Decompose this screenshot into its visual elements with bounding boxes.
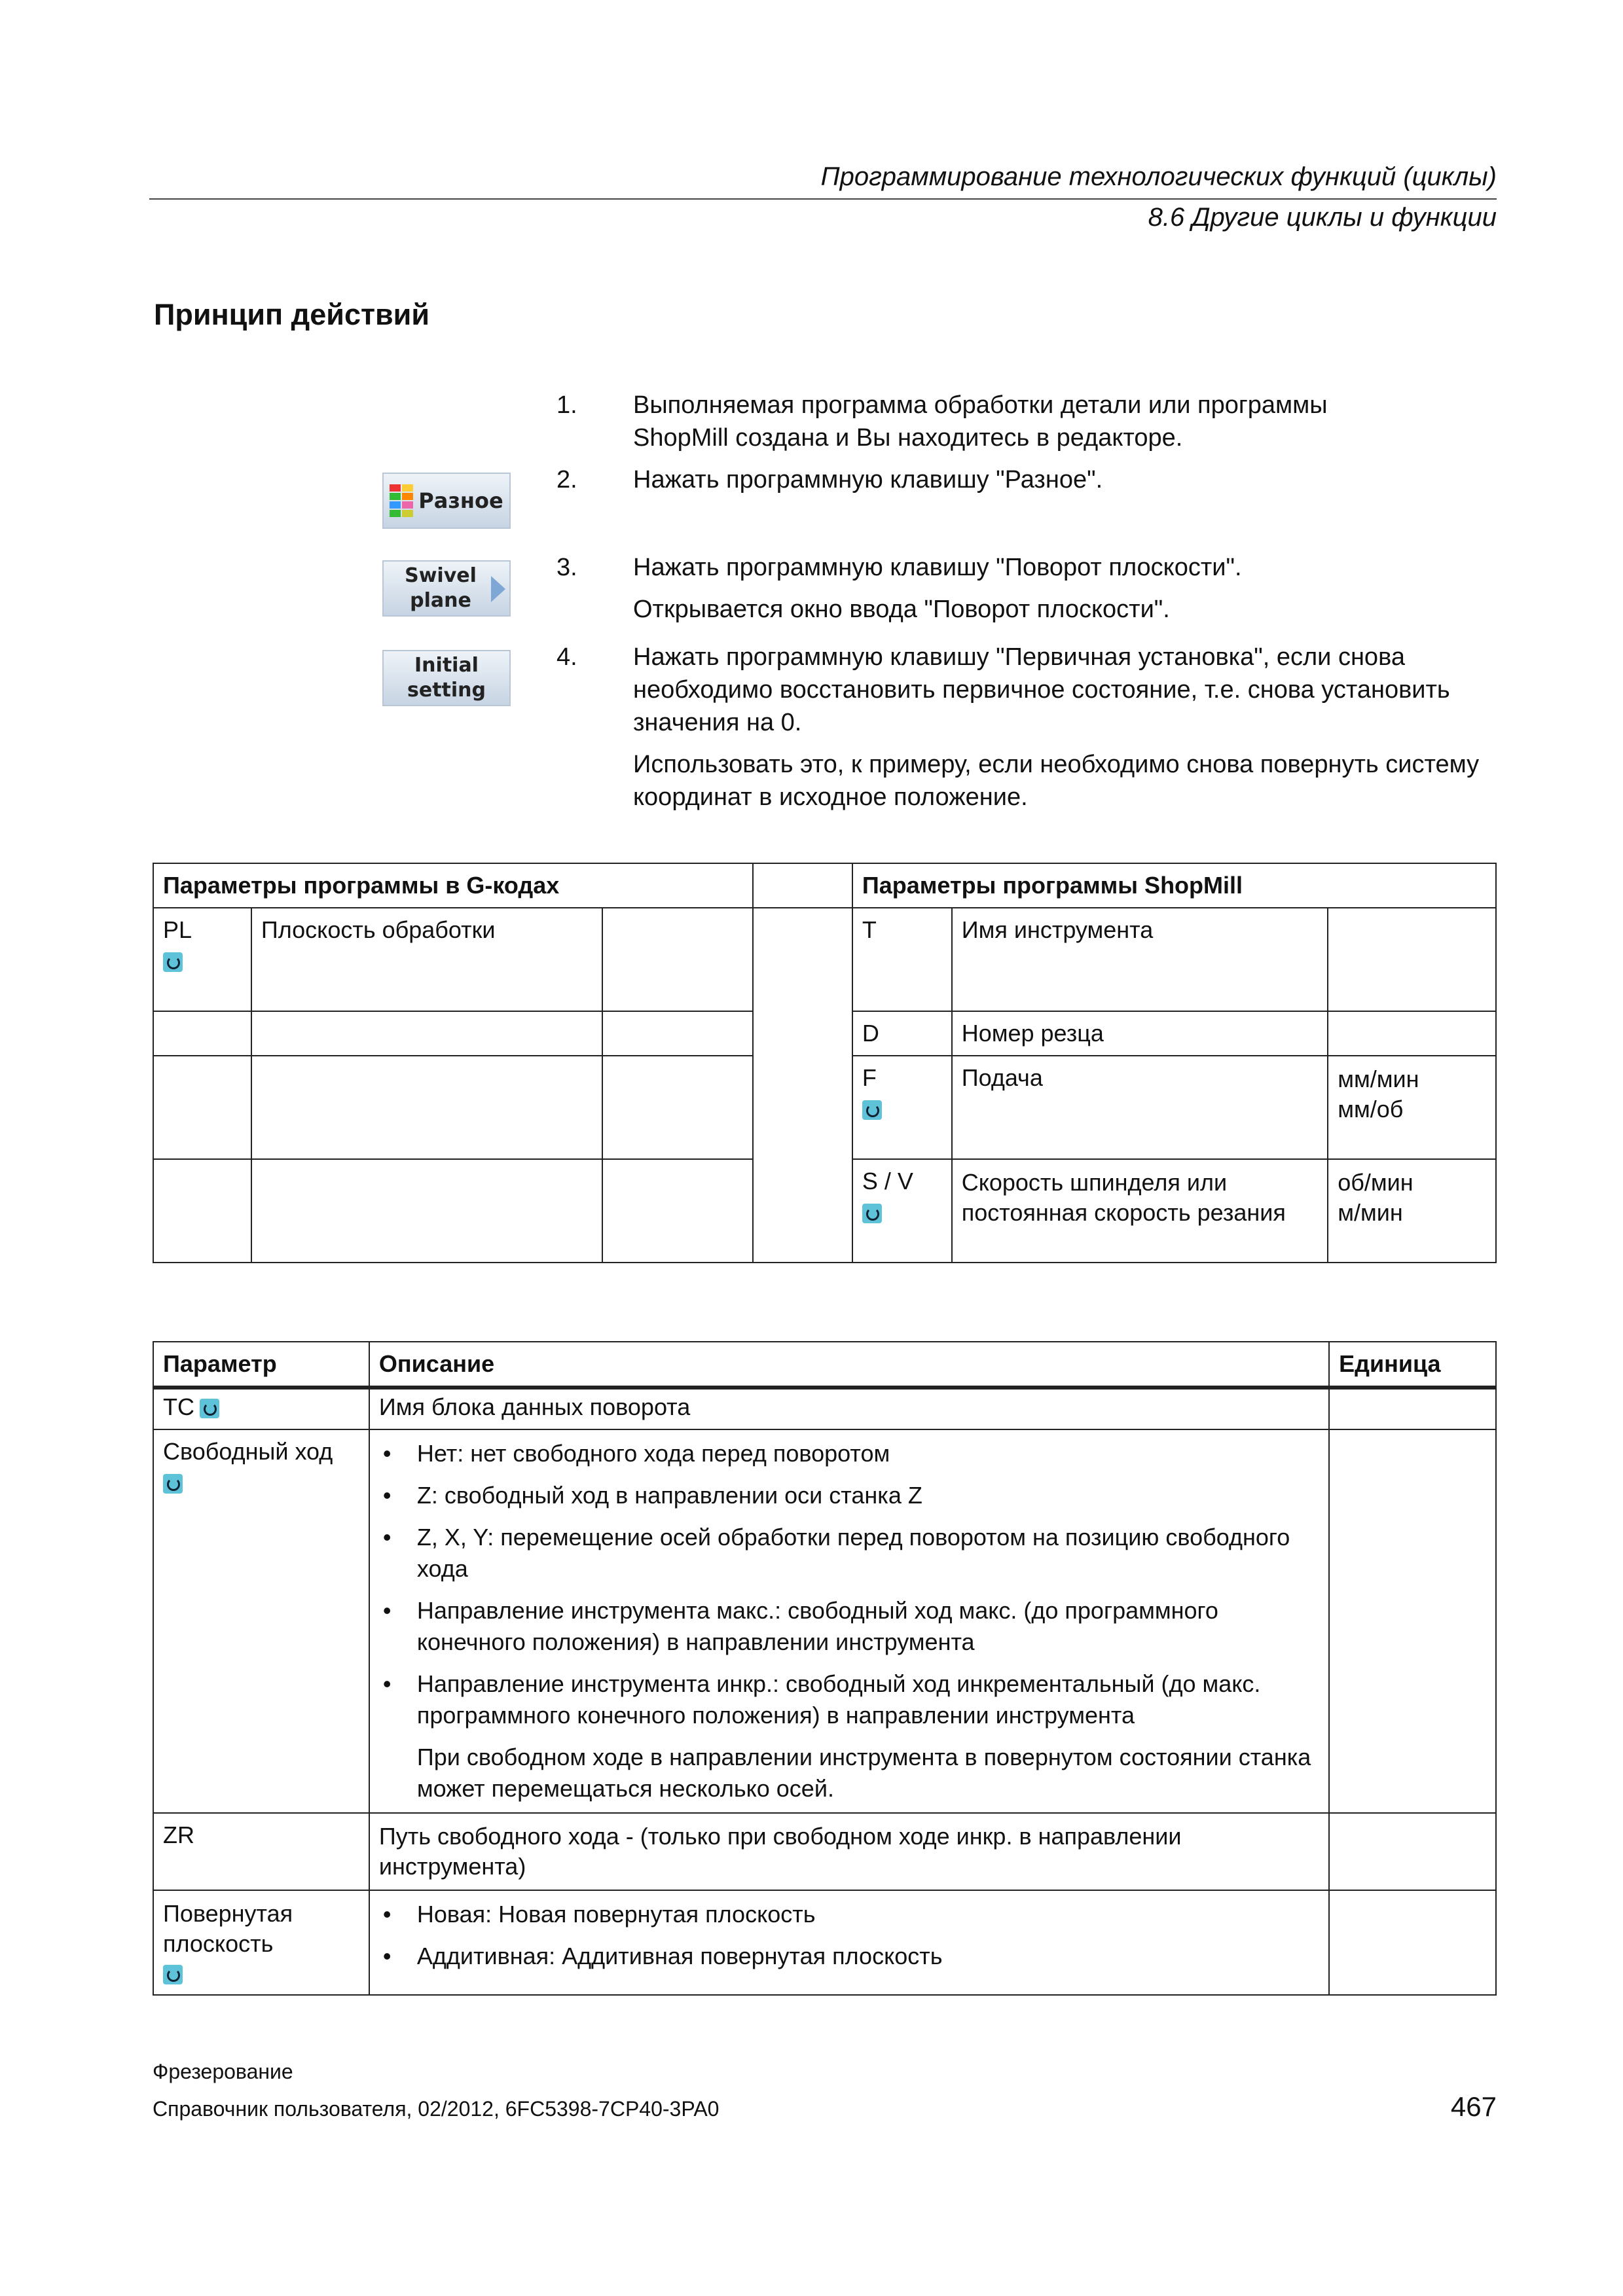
- section-title: 8.6 Другие циклы и функции: [1148, 203, 1497, 232]
- step-number: 3.: [556, 554, 577, 581]
- param-name-cell: T: [852, 908, 952, 1011]
- param-desc-cell: Имя инструмента: [952, 908, 1328, 1011]
- param-desc-cell: [369, 1890, 1329, 1995]
- empty-cell: [153, 1056, 251, 1159]
- param-desc-cell: Путь свободного хода - (только при свободном ходе инкр. в направлении инструмента): [369, 1813, 1329, 1890]
- empty-cell: [251, 1056, 602, 1159]
- param-unit-cell: [1328, 908, 1496, 1011]
- gcode-params-header: Параметры программы в G-кодах: [153, 863, 753, 908]
- col-header-parameter: Параметр: [153, 1342, 369, 1388]
- step-4: [556, 641, 1582, 814]
- toggle-icon[interactable]: [862, 1204, 882, 1223]
- param-desc-cell: Подача: [952, 1056, 1328, 1159]
- initial-line2: setting: [407, 679, 486, 702]
- list-item: • Направление инструмента инкр.: свободный ход инкрементальный (до макс. программного конечного положения) в направлении инструмента: [379, 1668, 1319, 1731]
- separator-cell: [753, 863, 852, 908]
- param-unit-cell: мм/мин мм/об: [1328, 1056, 1496, 1159]
- swivel-plane-softkey[interactable]: [382, 560, 511, 617]
- param-unit-cell: [1328, 1011, 1496, 1056]
- step-2: [556, 463, 1582, 496]
- param-desc-cell: Номер резца: [952, 1011, 1328, 1056]
- param-name-cell: TC: [153, 1388, 369, 1429]
- section-heading: Принцип действий: [154, 298, 429, 331]
- chapter-title: Программирование технологических функций (циклы): [820, 162, 1497, 191]
- plane-options-list: [379, 1899, 1319, 1972]
- parameter-description-table: [153, 1341, 1497, 1996]
- param-name-cell: S / V: [852, 1159, 952, 1263]
- col-header-description: Описание: [369, 1342, 1329, 1388]
- step-number: 4.: [556, 643, 577, 671]
- retract-note: При свободном ходе в направлении инструмента в повернутом состоянии станка может перемещаться несколько осей.: [416, 1744, 1311, 1802]
- step-number: 1.: [556, 391, 577, 419]
- empty-cell: [153, 1011, 251, 1056]
- empty-cell: [251, 1011, 602, 1056]
- param-desc-cell: Имя блока данных поворота: [369, 1388, 1329, 1429]
- param-name-cell: F: [852, 1056, 952, 1159]
- param-desc-cell: Плоскость обработки: [251, 908, 602, 1011]
- list-item: • Z, X, Y: перемещение осей обработки перед поворотом на позицию свободного хода: [379, 1522, 1319, 1585]
- misc-softkey-label: Разное: [418, 488, 503, 513]
- param-desc-cell: [369, 1429, 1329, 1813]
- param-name-cell: Свободный ход: [153, 1429, 369, 1813]
- param-unit-cell: [1329, 1388, 1496, 1429]
- swivel-line1: Swivel: [405, 564, 477, 587]
- retract-options-list: [379, 1438, 1319, 1731]
- toggle-icon[interactable]: [862, 1100, 882, 1120]
- step-1: [556, 389, 1582, 454]
- footer-manual: Справочник пользователя, 02/2012, 6FC5398-7CP40-3PA0: [153, 2097, 720, 2121]
- swivel-line2: plane: [410, 589, 471, 612]
- param-name-cell: PL: [153, 908, 251, 1011]
- empty-cell: [602, 1159, 753, 1263]
- empty-cell: [602, 1056, 753, 1159]
- footer-product: Фрезерование: [153, 2060, 293, 2083]
- step-text: Открывается окно ввода "Поворот плоскости".: [633, 596, 1170, 623]
- col-header-unit: Единица: [1329, 1342, 1496, 1388]
- page-number: 467: [1450, 2091, 1497, 2122]
- empty-cell: [602, 1011, 753, 1056]
- param-unit-cell: об/мин м/мин: [1328, 1159, 1496, 1263]
- param-name-cell: ZR: [153, 1813, 369, 1890]
- step-text: Нажать программную клавишу "Первичная установка", если снова необходимо восстановить первичное состояние, т.е. снова установить значения на 0.: [633, 643, 1450, 736]
- program-parameters-table: [153, 863, 1497, 1263]
- step-text: Использовать это, к примеру, если необходимо снова повернуть систему координат в исходное положение.: [633, 751, 1480, 811]
- param-unit-cell: [602, 908, 753, 1011]
- toggle-icon[interactable]: [163, 1965, 183, 1984]
- step-number: 2.: [556, 466, 577, 493]
- initial-setting-softkey[interactable]: [382, 650, 511, 706]
- param-name-cell: D: [852, 1011, 952, 1056]
- step-text: Выполняемая программа обработки детали или программы ShopMill создана и Вы находитесь в редакторе.: [633, 391, 1328, 452]
- header-rule: [149, 198, 1497, 200]
- param-desc-cell: Скорость шпинделя или постоянная скорость резания: [952, 1159, 1328, 1263]
- list-item: • Аддитивная: Аддитивная повернутая плоскость: [379, 1941, 1319, 1972]
- param-unit-cell: [1329, 1429, 1496, 1813]
- list-item: • Нет: нет свободного хода перед поворотом: [379, 1438, 1319, 1469]
- misc-softkey[interactable]: [382, 473, 511, 529]
- list-item: • Z: свободный ход в направлении оси станка Z: [379, 1480, 1319, 1511]
- list-item: • Новая: Новая повернутая плоскость: [379, 1899, 1319, 1930]
- empty-cell: [153, 1159, 251, 1263]
- param-name-cell: Повернутая плоскость: [153, 1890, 369, 1995]
- list-item: • Направление инструмента макс.: свободный ход макс. (до программного конечного положения) в направлении инструмента: [379, 1595, 1319, 1658]
- step-text: Нажать программную клавишу "Разное".: [633, 466, 1103, 493]
- toggle-icon[interactable]: [163, 952, 183, 972]
- toggle-icon[interactable]: [163, 1474, 183, 1494]
- empty-cell: [251, 1159, 602, 1263]
- chevron-right-icon: [491, 576, 505, 602]
- misc-grid-icon: [390, 484, 413, 517]
- shopmill-params-header: Параметры программы ShopMill: [852, 863, 1496, 908]
- param-unit-cell: [1329, 1890, 1496, 1995]
- step-text: Нажать программную клавишу "Поворот плоскости".: [633, 554, 1242, 581]
- param-unit-cell: [1329, 1813, 1496, 1890]
- initial-line1: Initial: [414, 654, 479, 677]
- step-3: [556, 551, 1582, 626]
- separator-cell: [753, 908, 852, 1263]
- toggle-icon[interactable]: [200, 1399, 219, 1418]
